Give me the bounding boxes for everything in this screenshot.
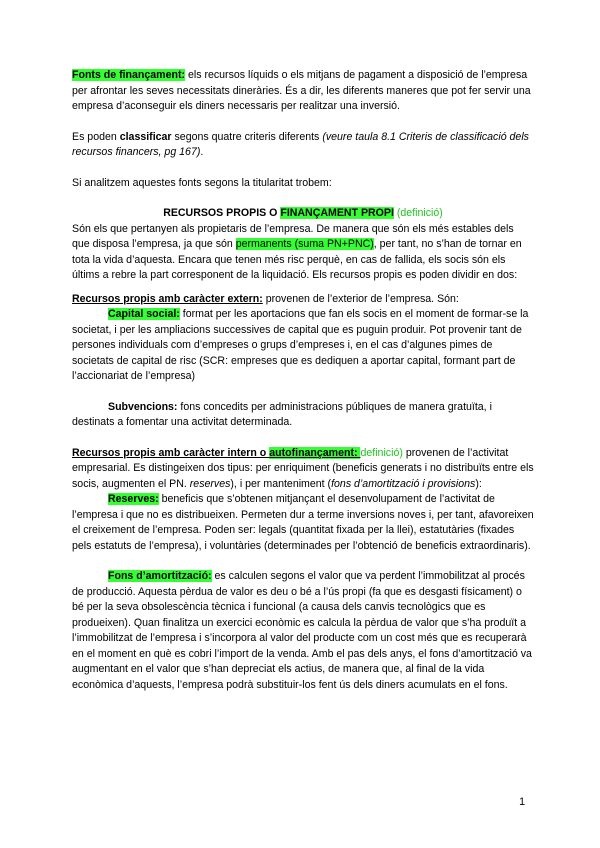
text: ):: [475, 477, 482, 490]
paragraph-caracter-intern: [72, 446, 534, 493]
paragraph-capital-social: [72, 307, 534, 385]
paragraph-subvencions: [72, 400, 534, 431]
definition-tag: (definició): [393, 207, 443, 219]
text: , per tant, no s’han de tornar en tota la vida d’aquesta. Encara que tenen més risc perquè, en cas de fallida, els socis són els últims a rebre la part corresponent de la liquidació. Els recursos propis es poden dividir en dos:: [72, 238, 522, 281]
term-fons-amortitzacio: Fons d’amortització:: [108, 570, 212, 582]
italic-text: reserves: [189, 477, 231, 490]
text: es calculen segons el valor que va perdent l’immobilitzat al procés de producció. Aquesta pèrdua de valor es deu o bé a l’ús propi (fa que es desgasti físicament) o bé per la seva obsolescència tècnica i funcional (a causa dels canvis tecnològics que es produeixen). Quan finalitza un exercici econòmic es calcula la pèrdua de valor que s’ha produït a l’immobilitzat de l’empresa i s’incorpora al valor del producte com un cost més que es recuperarà en el moment en què es cobri l’import de la venda. Amb el pas dels anys, el fons d’amortització va augmentant en el valor que s’han depreciat els actius, de manera que, al final de la vida econòmica d’aquests, l’empresa podrà substituir-los fent ús dels diners acumulats en el fons.: [72, 570, 532, 691]
text: .: [200, 146, 204, 158]
paragraph-classificar: [72, 130, 534, 161]
document-body: [72, 68, 534, 693]
definition-tag: definició): [360, 446, 403, 459]
term-capital-social: Capital social:: [108, 308, 180, 320]
heading-highlight: FINANÇAMENT PROPI: [280, 207, 394, 219]
paragraph-reserves: [72, 492, 534, 554]
text: provenen de l’activitat empresarial. Es distingeixen dos tipus: per enriquiment (beneficis generats i no distribuïts entre els socis, augmenten el PN.: [72, 446, 534, 490]
bold-term: classificar: [119, 130, 172, 143]
paragraph-fons-amortitzacio: [72, 569, 534, 693]
heading-text: RECURSOS PROPIS O: [163, 207, 281, 219]
term-subvencions: Subvencions:: [108, 400, 178, 413]
text: Són els que pertanyen als propietaris de l’empresa. De manera que són els més estables dels que disposa l’empresa, ja que són: [72, 222, 514, 250]
italic-reference: (veure taula 8.1 Criteris de classificació dels recursos financers, pg 167): [72, 130, 529, 158]
highlight-permanents: permanents (suma PN+PNC): [235, 238, 374, 250]
paragraph-fonts-financament: [72, 68, 534, 115]
text: beneficis que s’obtenen mitjançant el desenvolupament de l’activitat de l’empresa i que no es distribueixen. Permeten dur a terme inversions noves i, per tant, afavoreixen el creixement de l’empresa. Poden ser: legals (quantitat fixada per la llei), estatutàries (fixades pels estatuts de l’empresa), i voluntàries (determinades per l’obtenció de beneficis extraordinaris).: [72, 493, 534, 552]
text: segons quatre criteris diferents: [171, 130, 323, 143]
term-reserves: Reserves:: [108, 493, 159, 505]
text: Es poden: [72, 130, 120, 143]
italic-text: fons d’amortització i provisions: [331, 477, 476, 490]
highlight-autofinancament: autofinançament:: [269, 446, 361, 459]
paragraph-caracter-extern: [72, 292, 534, 308]
page-number: 1: [519, 796, 525, 808]
text: format per les aportacions que fan els socis en el moment de formar-se la societat, i per les ampliacions successives de capital que es puguin produir. Pot provenir tant de persones individuals com d’empreses o grups d’empreses i, en el cas d’algunes pimes de societats de capital de risc (SCR: empreses que es dediquen a aportar capital, formant part de l’accionariat de l’empresa): [72, 308, 529, 382]
text: provenen de l’exterior de l’empresa. Són:: [262, 292, 459, 305]
paragraph-recursos-propis: [72, 222, 534, 284]
paragraph-titularitat: Si analitzem aquestes fonts segons la titularitat trobem:: [72, 176, 332, 189]
text: fons concedits per administracions públiques de manera gratuïta, i destinats a fomentar una activitat determinada.: [72, 400, 492, 428]
term-fonts-financament: Fonts de finançament:: [72, 69, 186, 81]
paragraph-text: els recursos líquids o els mitjans de pagament a disposició de l’empresa per afrontar les seves necessitats dineràries. És a dir, les diferents maneres que pot fer servir una empresa d’aconseguir els diners necessaris per realitzar una inversió.: [72, 69, 531, 112]
text: ), i per manteniment (: [230, 477, 332, 490]
subheading-extern: Recursos propis amb caràcter extern:: [72, 292, 263, 305]
subheading-intern: Recursos propis amb caràcter intern o: [72, 446, 270, 459]
section-heading: [72, 206, 534, 222]
